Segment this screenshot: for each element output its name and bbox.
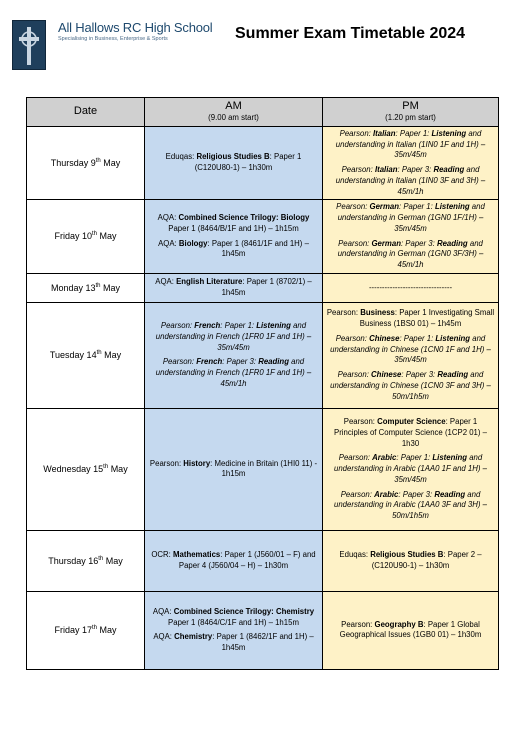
exam-entry (326, 417, 495, 449)
exam-entry (326, 202, 495, 234)
column-header-am (145, 98, 323, 127)
exam-subject: Religious Studies B (370, 550, 444, 560)
date-cell (27, 408, 145, 530)
exam-entry (148, 459, 319, 481)
exam-details: Paper 1 (8464/B/1F and 1H) – 1h15m (168, 223, 299, 233)
exam-details-cont: and understanding in Chinese (1CN0 1F and 1H) – 35m/45m (330, 333, 491, 365)
no-exam-dashes: -------------------------------- (368, 282, 453, 292)
am-start-time: (9.00 am start) (208, 113, 259, 123)
exam-entry-text (334, 490, 487, 521)
exam-subject: German (369, 202, 399, 212)
exam-component: Reading (436, 238, 468, 248)
exam-details-cont: and understanding in Arabic (1AA0 3F and 3H) – 50m/1h5m (334, 489, 487, 521)
exam-details: : Paper 3: (397, 165, 434, 175)
date-suffix: th (95, 282, 101, 289)
pm-cell (323, 273, 499, 302)
pm-cell (323, 302, 499, 408)
exam-details: : Paper 3: (400, 238, 437, 248)
exam-details: : Paper 1 Principles of Computer Science (1CP2 01) – 1h30 (334, 417, 487, 448)
am-label: AM (225, 100, 242, 112)
exam-entry-text (336, 129, 485, 160)
date-month: May (97, 231, 117, 242)
exam-details: : Paper 1 (8702/1) – 1h45m (221, 277, 312, 297)
exam-details: : Paper 1: (395, 128, 432, 138)
exam-subject: Chinese (371, 370, 402, 380)
date-cell (27, 200, 145, 274)
exam-board: AQA: (153, 632, 175, 642)
exam-entry-text (334, 453, 487, 484)
date-day: Tuesday 14 (49, 350, 97, 361)
exam-subject: Chinese (369, 333, 400, 343)
exam-entry (326, 308, 495, 330)
table-row (27, 530, 499, 591)
exam-board: Pearson: (341, 619, 375, 629)
date-cell (27, 530, 145, 591)
table-row (27, 126, 499, 200)
date-day: Thursday 16 (48, 555, 99, 566)
exam-entry (326, 370, 495, 402)
am-cell (145, 530, 323, 591)
exam-component: Reading (258, 357, 289, 367)
exam-board: OCR: (151, 550, 174, 560)
exam-subject: Italian (374, 165, 398, 175)
exam-details: : Paper 3: (222, 357, 259, 367)
date-month: May (108, 464, 128, 475)
pm-cell (323, 591, 499, 669)
exam-board: Pearson: (338, 453, 373, 463)
exam-subject: French (196, 357, 223, 367)
date-cell (27, 302, 145, 408)
exam-board: AQA: (152, 606, 174, 616)
exam-subject: Italian (373, 128, 396, 138)
exam-entry (148, 277, 319, 299)
exam-board: Pearson: (339, 128, 373, 138)
table-row (27, 591, 499, 669)
date-cell (27, 273, 145, 302)
table-row (27, 273, 499, 302)
am-cell (145, 591, 323, 669)
exam-board: Pearson: (162, 357, 197, 367)
school-crest-icon (12, 20, 46, 70)
date-day: Friday 17 (54, 625, 92, 636)
am-cell (145, 126, 323, 200)
exam-subject: Computer Science (377, 417, 446, 427)
exam-board: Pearson: (149, 458, 184, 468)
exam-entry-text (336, 202, 485, 233)
exam-board: AQA: (155, 277, 177, 287)
column-header-pm (323, 98, 499, 127)
timetable-body (27, 126, 499, 669)
exam-timetable (26, 97, 499, 670)
exam-details-cont: and understanding in German (1GN0 1F/1H) – 35m/45m (337, 202, 485, 233)
date-suffix: th (92, 231, 98, 238)
exam-details: : Paper 1 (8461/1F and 1H) – 1h45m (207, 238, 309, 259)
exam-details: : Paper 1: (399, 202, 435, 212)
exam-board: AQA: (157, 213, 179, 223)
exam-details-cont: and understanding in German (1GN0 3F/3H) – 45m/1h (337, 238, 484, 270)
exam-details: : Paper 1 Investigating Small Business (1BS0 01) – 1h45m (359, 308, 495, 329)
exam-details: : Paper 1: (396, 453, 433, 463)
table-row (27, 302, 499, 408)
school-name: All Hallows RC High School (58, 20, 213, 35)
exam-details-cont: and understanding in French (1FR0 1F and 1H) – 45m/1h (155, 357, 312, 388)
exam-subject: Business (360, 308, 395, 318)
exam-component: Reading (433, 165, 465, 175)
am-cell (145, 273, 323, 302)
exam-entry (326, 490, 495, 522)
exam-component: Reading (434, 489, 466, 499)
exam-subject: Combined Science Trilogy: Biology (178, 213, 310, 223)
exam-details: : Paper 1: (399, 333, 436, 343)
exam-entry-text (330, 370, 491, 401)
exam-entry-text (330, 334, 491, 365)
date-suffix: th (95, 157, 101, 164)
exam-board: Pearson: (326, 308, 361, 318)
exam-subject: Arabic (372, 453, 397, 463)
page-title: Summer Exam Timetable 2024 (235, 25, 466, 42)
exam-entry (148, 239, 319, 261)
exam-details: : Medicine in Britain (1HI0 11) - 1h15m (210, 458, 318, 479)
exam-subject: Biology (178, 238, 208, 248)
exam-details: : Paper 3: (398, 489, 435, 499)
am-cell (145, 200, 323, 274)
exam-board: Pearson: (341, 165, 375, 175)
pm-start-time: (1.20 pm start) (385, 113, 436, 123)
column-header-date: Date (27, 98, 145, 127)
exam-board: Pearson: (343, 417, 378, 427)
exam-subject: Geography B (374, 619, 424, 629)
exam-details-cont: and understanding in Chinese (1CN0 3F and 3H) – 50m/1h5m (330, 370, 491, 401)
table-row (27, 200, 499, 274)
exam-board: AQA: (158, 238, 179, 248)
exam-entry (326, 129, 495, 161)
date-day: Monday 13 (50, 282, 96, 293)
exam-details: : Paper 3: (401, 370, 438, 380)
exam-subject: Combined Science Trilogy: Chemistry (173, 606, 315, 616)
exam-component: Listening (432, 453, 468, 463)
exam-entry (326, 334, 495, 366)
exam-details-cont: and understanding in Arabic (1AA0 1F and 1H) – 35m/45m (334, 453, 487, 484)
pm-cell (323, 408, 499, 530)
exam-subject: Chemistry (174, 632, 213, 642)
exam-component: Reading (437, 370, 469, 380)
am-cell (145, 408, 323, 530)
exam-details-cont: and understanding in French (1FR0 1F and 1H) – 35m/45m (155, 321, 312, 352)
exam-entry (326, 453, 495, 485)
exam-entry (148, 152, 319, 174)
exam-entry-text (338, 239, 484, 270)
exam-details: : Paper 2 – (C120U90-1) – 1h30m (371, 550, 482, 570)
exam-board: Pearson: (160, 321, 195, 331)
exam-entry-text (336, 165, 485, 196)
exam-details: : Paper 1 (C120U80-1) – 1h30m (194, 152, 302, 173)
exam-entry (148, 632, 319, 654)
pm-cell (323, 200, 499, 274)
date-day: Friday 10 (54, 231, 92, 242)
exam-details-cont: and understanding in Italian (1IN0 3F and 3H) – 45m/1h (335, 165, 486, 196)
exam-details: : Paper 1 Global Geographical Issues (1GB0 01) – 1h30m (339, 619, 482, 640)
date-month: May (100, 157, 121, 168)
exam-board: Eduqas: (339, 550, 371, 560)
pm-cell (323, 530, 499, 591)
exam-entry-text (156, 357, 311, 388)
school-tagline: Specialising in Business, Enterprise & Sports (58, 36, 168, 42)
exam-board: Pearson: (336, 202, 370, 212)
date-cell (27, 591, 145, 669)
exam-entry (148, 607, 319, 629)
exam-subject: Arabic (374, 489, 399, 499)
table-row (27, 408, 499, 530)
exam-subject: Mathematics (173, 550, 221, 560)
exam-entry (326, 165, 495, 197)
exam-component: Listening (431, 128, 467, 138)
am-cell (145, 302, 323, 408)
exam-board: Pearson: (338, 238, 372, 248)
pm-cell (323, 126, 499, 200)
exam-details: : Paper 1 (8462/1F and 1H) – 1h45m (212, 632, 314, 653)
exam-component: Listening (256, 321, 291, 331)
pm-label: PM (402, 100, 419, 112)
date-suffix: th (92, 625, 98, 632)
exam-entry (326, 239, 495, 271)
exam-entry (148, 213, 319, 235)
exam-entry (148, 550, 319, 572)
date-cell (27, 126, 145, 200)
exam-entry (148, 357, 319, 389)
exam-subject: History (183, 458, 211, 468)
date-month: May (103, 555, 123, 566)
exam-board: Pearson: (337, 370, 372, 380)
exam-entry-text (156, 321, 311, 352)
exam-component: Listening (435, 333, 471, 343)
exam-entry (326, 550, 495, 572)
exam-entry (148, 321, 319, 353)
date-suffix: th (96, 350, 102, 357)
header-row (27, 98, 499, 127)
exam-component: Listening (434, 202, 470, 212)
date-month: May (97, 625, 117, 636)
exam-subject: Religious Studies B (196, 152, 270, 162)
exam-subject: German (371, 238, 401, 248)
exam-details: Paper 1 (8464/C/1F and 1H) – 1h15m (168, 617, 299, 627)
exam-details: : Paper 1: (220, 321, 257, 331)
exam-board: Eduqas: (165, 152, 197, 162)
exam-subject: English Literature (176, 277, 243, 287)
exam-details-cont: and understanding in Italian (1IN0 1F and 1H) – 35m/45m (335, 128, 486, 160)
exam-entry (326, 620, 495, 642)
exam-subject: French (194, 321, 221, 331)
exam-board: Pearson: (335, 333, 370, 343)
exam-board: Pearson: (340, 489, 375, 499)
date-suffix: th (98, 555, 104, 562)
date-day: Wednesday 15 (43, 464, 104, 475)
date-day: Thursday 9 (50, 157, 96, 168)
date-month: May (101, 350, 122, 361)
exam-details: : Paper 1 (J560/01 – F) and Paper 4 (J560/04 – H) – 1h30m (178, 550, 316, 570)
date-month: May (100, 282, 121, 293)
date-suffix: th (103, 464, 109, 471)
